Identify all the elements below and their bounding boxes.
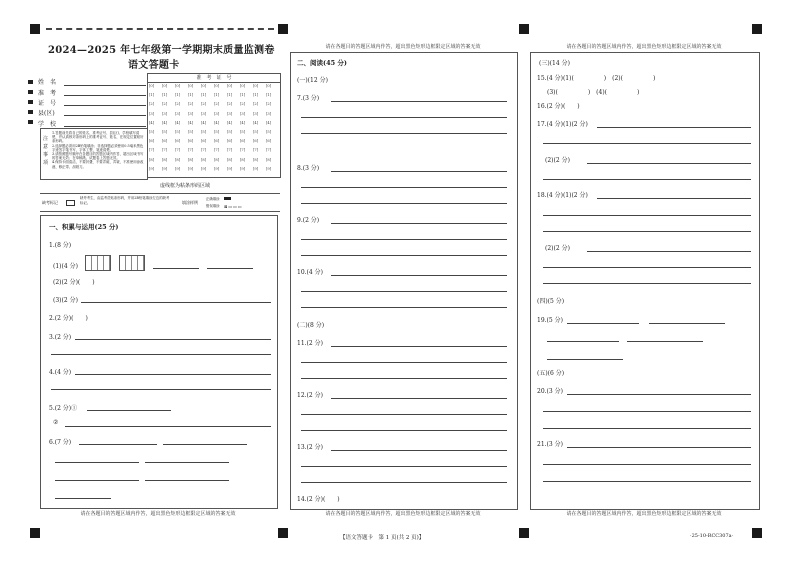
exam-digit-bubble[interactable]: [8] [162, 157, 168, 162]
section-title: 二、阅读(45 分) [297, 59, 347, 67]
answer-line[interactable] [547, 341, 619, 342]
exam-digit-bubble[interactable]: [5] [240, 130, 246, 134]
answer-line[interactable] [301, 307, 507, 308]
exam-digit-bubble[interactable]: [6] [149, 139, 155, 144]
answer-line[interactable] [301, 466, 507, 467]
exam-digit-bubble[interactable]: [3] [175, 111, 181, 116]
exam-digit-bubble[interactable]: [8] [240, 157, 246, 162]
name-label: 姓 名 [38, 79, 57, 86]
answer-line[interactable] [567, 394, 751, 395]
question-label: 18.(4 分)(1)(2 分) [537, 192, 588, 199]
notes-text [52, 131, 146, 169]
exam-digit-bubble[interactable]: [3] [201, 111, 207, 116]
county-field[interactable] [64, 115, 146, 116]
question-label: 21.(3 分) [537, 441, 563, 448]
exam-digit-bubble[interactable]: [5] [201, 130, 207, 134]
answer-line[interactable] [301, 430, 507, 431]
exam-digit-bubble[interactable]: [2] [188, 102, 194, 107]
answer-line[interactable] [301, 255, 507, 256]
answer-panel-1 [40, 215, 278, 509]
answer-line[interactable] [543, 428, 751, 429]
exam-digit-bubble[interactable]: [5] [188, 130, 194, 134]
question-label: 14.(2 分)( ) [297, 496, 340, 503]
exam-digit-bubble[interactable]: [7] [266, 148, 272, 153]
question-label: (3)( ) (4)( ) [547, 89, 640, 96]
answer-line[interactable] [543, 143, 751, 144]
exam-digit-bubble[interactable]: [5] [227, 130, 233, 134]
exam-digit-bubble[interactable]: [9] [227, 166, 233, 171]
question-label: 20.(3 分) [537, 388, 563, 395]
question-label: 9.(2 分) [297, 217, 320, 224]
section-title: 一、积累与运用(25 分) [49, 223, 119, 231]
exam-digit-bubble[interactable]: [9] [240, 166, 246, 171]
answer-line[interactable] [331, 346, 507, 347]
exam-digit-bubble[interactable]: [2] [201, 102, 207, 107]
exam-digit-bubble[interactable]: [8] [201, 157, 207, 162]
barcode-area-label: 虚线框为粘条形码区域 [160, 183, 211, 189]
answer-line[interactable] [331, 450, 507, 451]
registration-mark [30, 528, 40, 538]
answer-line[interactable] [331, 171, 507, 172]
exam-digit-bubble[interactable]: [5] [175, 130, 181, 134]
exam-digit-bubble[interactable]: [6] [214, 139, 220, 144]
answer-line[interactable] [301, 187, 507, 188]
exam-digit-bubble[interactable]: [4] [240, 120, 246, 125]
bounds-note: 请在各题目的答题区域内作答，超出黑色矩形边框限定区域的答案无效 [80, 511, 236, 517]
exam-digit-bubble[interactable]: [7] [227, 148, 233, 153]
answer-line[interactable] [567, 447, 751, 448]
exam-digit-bubble[interactable]: [8] [214, 157, 220, 162]
notes-label: 注意事项 [43, 136, 49, 166]
page-footer: 【语文答题卡 第 1 页(共 2 页)】 [340, 535, 425, 541]
exam-digit-bubble[interactable]: [0] [162, 84, 168, 88]
exam-digit-bubble[interactable]: [9] [214, 166, 220, 171]
exam-digit-bubble[interactable]: [4] [149, 120, 155, 125]
answer-line[interactable] [543, 283, 751, 284]
exam-digit-bubble[interactable]: [1] [175, 93, 181, 98]
answer-line[interactable] [543, 481, 751, 482]
notes-box [40, 128, 148, 180]
exam-digit-bubble[interactable]: [4] [214, 120, 220, 125]
registration-mark [752, 24, 762, 34]
exam-digit-bubble[interactable]: [9] [201, 166, 207, 171]
answer-line[interactable] [301, 291, 507, 292]
exam-digit-bubble[interactable]: [3] [149, 111, 155, 116]
exam-digit-bubble[interactable]: [0] [214, 84, 220, 88]
exam-digit-bubble[interactable]: [3] [253, 111, 259, 116]
question-label: 10.(4 分) [297, 269, 323, 276]
exam-digit-bubble[interactable]: [2] [175, 102, 181, 107]
question-label: (2)(2 分) [545, 245, 570, 252]
answer-line[interactable] [51, 354, 271, 355]
exam-digit-bubble[interactable]: [3] [188, 111, 194, 116]
question-label: 17.(4 分)(1)(2 分) [537, 121, 588, 128]
exam-digit-bubble[interactable]: [4] [162, 120, 168, 125]
answer-line[interactable] [543, 411, 751, 412]
student-info-block [28, 74, 146, 130]
bounds-note: 请在各题目的答题区域内作答，超出黑色矩形边框限定区域的答案无效 [566, 44, 722, 50]
question-label: 4.(4 分) [49, 369, 72, 376]
answer-line[interactable] [301, 133, 507, 134]
answer-line[interactable] [81, 302, 271, 303]
fill-wrong-label: 错误填涂 [206, 204, 220, 208]
answer-line[interactable] [627, 341, 703, 342]
answer-line[interactable] [543, 464, 751, 465]
page-title: 2024—2025 年七年级第一学期期末质量监测卷 [48, 45, 275, 56]
question-label: 5.(2 分)① [49, 405, 78, 412]
exam-field-2[interactable] [64, 105, 146, 106]
registration-mark [519, 528, 529, 538]
exam-digit-bubble[interactable]: [6] [227, 139, 233, 144]
exam-digit-bubble[interactable]: [0] [149, 84, 155, 88]
exam-digit-bubble[interactable]: [3] [162, 111, 168, 116]
answer-line[interactable] [597, 127, 751, 128]
exam-digit-bubble[interactable]: [7] [240, 148, 246, 153]
answer-line[interactable] [55, 462, 139, 463]
registration-mark [278, 24, 288, 34]
exam-digit-bubble[interactable]: [7] [175, 148, 181, 153]
exam-digit-bubble[interactable]: [1] [214, 93, 220, 98]
exam-digit-bubble[interactable]: [6] [266, 139, 272, 144]
exam-digit-bubble[interactable]: [1] [201, 93, 207, 98]
answer-line[interactable] [543, 267, 751, 268]
exam-digit-bubble[interactable]: [8] [188, 157, 194, 162]
exam-digit-bubble[interactable]: [4] [253, 120, 259, 125]
answer-line[interactable] [543, 179, 751, 180]
answer-panel-2 [290, 52, 518, 510]
subsection-title: (五)(6 分) [537, 370, 565, 377]
exam-digit-bubble[interactable]: [0] [240, 84, 246, 88]
exam-number-grid [147, 73, 281, 178]
exam-digit-bubble[interactable]: [8] [149, 157, 155, 162]
answer-line[interactable] [301, 414, 507, 415]
exam-digit-bubble[interactable]: [7] [214, 148, 220, 153]
subsection-title: (四)(5 分) [537, 298, 565, 305]
exam-digit-bubble[interactable]: [1] [240, 93, 246, 98]
exam-digit-bubble[interactable]: [4] [227, 120, 233, 125]
question-label: 8.(3 分) [297, 165, 320, 172]
answer-line[interactable] [75, 374, 271, 375]
exam-digit-bubble[interactable]: [5] [253, 130, 259, 134]
note-item: 1.答题前先将自己的姓名、准考证号、县(区)、学校填写清楚，并认真核对条形码上的准考证号、姓名，在规定位置贴好条形码。 [52, 131, 144, 144]
exam-digit-bubble[interactable]: [6] [175, 139, 181, 144]
answer-line[interactable] [55, 498, 111, 499]
exam-label-1: 准 考 [38, 90, 57, 97]
answer-line[interactable] [145, 480, 229, 481]
exam-label-2: 证 号 [38, 100, 57, 107]
exam-digit-bubble[interactable]: [5] [266, 130, 272, 134]
exam-digit-bubble[interactable]: [9] [266, 166, 272, 171]
question-label: (2)(2 分) [545, 157, 570, 164]
question-label: 19.(5 分) [537, 317, 563, 324]
question-label: 6.(7 分) [49, 439, 72, 446]
bounds-note: 请在各题目的答题区域内作答，超出黑色矩形边框限定区域的答案无效 [325, 44, 481, 50]
absent-checkbox[interactable] [66, 200, 75, 206]
answer-line[interactable] [87, 410, 171, 411]
question-label: ② [53, 419, 59, 426]
answer-line[interactable] [79, 444, 157, 445]
exam-digit-bubble[interactable]: [1] [253, 93, 259, 98]
question-label: 1.(8 分) [49, 242, 72, 249]
subsection-title: (二)(8 分) [297, 322, 325, 329]
question-label: 2.(2 分)( ) [49, 315, 88, 322]
answer-line[interactable] [51, 389, 271, 390]
exam-digit-bubble[interactable]: [7] [188, 148, 194, 153]
subsection-title: (一)(12 分) [297, 77, 328, 84]
exam-digit-bubble[interactable]: [7] [162, 148, 168, 153]
registration-mark [752, 528, 762, 538]
exam-digit-bubble[interactable]: [9] [253, 166, 259, 171]
name-field[interactable] [64, 85, 146, 86]
question-label: 15.(4 分)(1)( ) (2)( ) [537, 75, 656, 82]
question-label: (1)(4 分) [53, 263, 78, 270]
answer-line[interactable] [331, 101, 507, 102]
absent-row [40, 193, 280, 212]
exam-digit-bubble[interactable]: [9] [149, 166, 155, 171]
fill-correct-sample [224, 197, 231, 200]
exam-digit-bubble[interactable]: [2] [214, 102, 220, 107]
exam-digit-bubble[interactable]: [7] [253, 148, 259, 153]
exam-digit-bubble[interactable]: [9] [162, 166, 168, 171]
exam-digit-bubble[interactable]: [7] [149, 148, 155, 153]
answer-line[interactable] [301, 117, 507, 118]
question-label: 7.(3 分) [297, 95, 320, 102]
bounds-note: 请在各题目的答题区域内作答，超出黑色矩形边框限定区域的答案无效 [325, 511, 481, 517]
answer-line[interactable] [301, 362, 507, 363]
exam-digit-bubble[interactable]: [5] [162, 130, 168, 134]
page-subtitle: 语文答题卡 [128, 60, 180, 71]
question-label: (3)(2 分) [53, 297, 78, 304]
exam-field-1[interactable] [64, 95, 146, 96]
exam-digit-bubble[interactable]: [0] [201, 84, 207, 88]
exam-digit-bubble[interactable]: [6] [162, 139, 168, 144]
exam-digit-bubble[interactable]: [4] [188, 120, 194, 125]
exam-digit-bubble[interactable]: [2] [240, 102, 246, 107]
question-label: 11.(2 分) [297, 340, 323, 347]
school-label: 学 校 [38, 121, 57, 128]
county-label: 县(区) [38, 110, 55, 117]
exam-digit-bubble[interactable]: [1] [266, 93, 272, 98]
question-label: 13.(2 分) [297, 444, 323, 451]
fill-wrong-sample: ⊠▭▭▭ [224, 204, 243, 209]
answer-line[interactable] [75, 339, 271, 340]
exam-digit-bubble[interactable]: [5] [214, 130, 220, 134]
exam-number-header: 准 考 证 号 [148, 74, 280, 83]
exam-digit-bubble[interactable]: [4] [175, 120, 181, 125]
answer-panel-3 [530, 52, 760, 510]
exam-digit-bubble[interactable]: [2] [253, 102, 259, 107]
answer-line[interactable] [331, 398, 507, 399]
exam-digit-bubble[interactable]: [5] [149, 130, 155, 134]
answer-line[interactable] [301, 378, 507, 379]
pinyin-grid[interactable] [85, 255, 111, 271]
note-item: 4.保持卡面清洁，不要折叠，不要弄破、弄皱，不准使用涂改液、修正带、刮纸刀。 [52, 160, 144, 169]
exam-digit-bubble[interactable]: [2] [227, 102, 233, 107]
exam-digit-bubble[interactable]: [0] [253, 84, 259, 88]
exam-digit-bubble[interactable]: [6] [240, 139, 246, 144]
exam-digit-bubble[interactable]: [0] [175, 84, 181, 88]
answer-line[interactable] [207, 268, 253, 269]
answer-line[interactable] [649, 323, 725, 324]
registration-mark [519, 24, 529, 34]
answer-line[interactable] [65, 426, 271, 427]
exam-digit-bubble[interactable]: [1] [188, 93, 194, 98]
exam-digit-bubble[interactable]: [8] [227, 157, 233, 162]
exam-digit-bubble[interactable]: [2] [266, 102, 272, 107]
answer-line[interactable] [567, 323, 639, 324]
question-label: (2)(2 分)( ) [53, 279, 95, 286]
exam-digit-bubble[interactable]: [2] [149, 102, 155, 107]
answer-line[interactable] [55, 480, 139, 481]
fill-label: 填涂样例 [182, 200, 198, 205]
answer-line[interactable] [331, 275, 507, 276]
exam-digit-bubble[interactable]: [1] [162, 93, 168, 98]
question-label: 16.(2 分)( ) [537, 103, 580, 110]
exam-digit-bubble[interactable]: [1] [227, 93, 233, 98]
answer-line[interactable] [301, 203, 507, 204]
answer-line[interactable] [587, 251, 751, 252]
answer-line[interactable] [547, 359, 623, 360]
answer-line[interactable] [153, 268, 199, 269]
answer-line[interactable] [587, 163, 751, 164]
exam-digit-bubble[interactable]: [6] [253, 139, 259, 144]
note-item: 3.请按照题号顺序在各题目的答题区域内作答，超出区域书写的答案无效；在草稿纸、试题卷上答题无效。 [52, 152, 144, 161]
exam-digit-bubble[interactable]: [9] [175, 166, 181, 171]
exam-digit-bubble[interactable]: [9] [188, 166, 194, 171]
exam-digit-bubble[interactable]: [3] [214, 111, 220, 116]
exam-digit-bubble[interactable]: [4] [201, 120, 207, 125]
answer-line[interactable] [597, 198, 751, 199]
answer-line[interactable] [301, 482, 507, 483]
exam-digit-bubble[interactable]: [7] [201, 148, 207, 153]
question-label: 12.(2 分) [297, 392, 323, 399]
bounds-note: 请在各题目的答题区域内作答，超出黑色矩形边框限定区域的答案无效 [566, 511, 722, 517]
pinyin-grid[interactable] [119, 255, 145, 271]
exam-digit-bubble[interactable]: [0] [266, 84, 272, 88]
exam-digit-bubble[interactable]: [8] [266, 157, 272, 162]
answer-line[interactable] [145, 462, 229, 463]
exam-digit-bubble[interactable]: [3] [240, 111, 246, 116]
subsection-title: (三)(14 分) [539, 60, 570, 67]
answer-line[interactable] [543, 215, 751, 216]
registration-mark [278, 528, 288, 538]
exam-digit-bubble[interactable]: [1] [149, 93, 155, 98]
top-dashed-rule [46, 28, 274, 30]
note-item: 2.选择题必须用2B铅笔填涂；非选择题必须使用0.5毫米黑色字迹签字笔书写，字体工整，笔迹清楚。 [52, 143, 144, 152]
exam-digit-bubble[interactable]: [6] [188, 139, 194, 144]
exam-digit-bubble[interactable]: [8] [175, 157, 181, 162]
exam-digit-bubble[interactable]: [6] [201, 139, 207, 144]
absent-label: 缺考标记 [42, 200, 58, 205]
answer-line[interactable] [331, 223, 507, 224]
paper-code: ·25-10-RCC307a· [690, 533, 734, 539]
question-label: 3.(2 分) [49, 334, 72, 341]
registration-mark [30, 24, 40, 34]
answer-line[interactable] [163, 444, 247, 445]
exam-digit-bubble[interactable]: [3] [266, 111, 272, 116]
school-field[interactable] [64, 126, 146, 127]
exam-digit-bubble[interactable]: [4] [266, 120, 272, 125]
exam-digit-bubble[interactable]: [0] [188, 84, 194, 88]
exam-digit-bubble[interactable]: [3] [227, 111, 233, 116]
exam-digit-bubble[interactable]: [2] [162, 102, 168, 107]
fill-correct-label: 正确填涂 [206, 197, 220, 201]
absent-note: 缺考考生，由监考员贴条形码，并用2B铅笔填涂左边的缺考标记。 [80, 196, 170, 205]
answer-line[interactable] [301, 239, 507, 240]
exam-digit-bubble[interactable]: [0] [227, 84, 233, 88]
exam-digit-bubble[interactable]: [8] [253, 157, 259, 162]
answer-line[interactable] [543, 231, 751, 232]
